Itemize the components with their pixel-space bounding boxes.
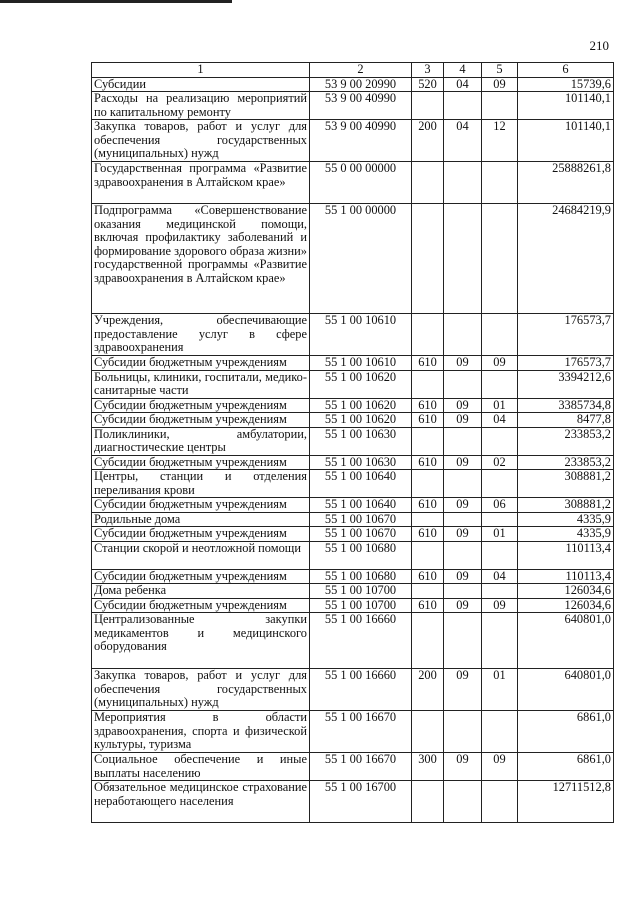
row-subsection: [482, 314, 518, 356]
row-name: Централизованные закупки медикаментов и медицинского оборудования: [92, 613, 310, 669]
row-name: Закупка товаров, работ и услуг для обеспечения государственных (муниципальных) нужд: [92, 669, 310, 711]
row-code: 55 1 00 10680: [310, 541, 412, 569]
row-expense-type: [412, 512, 444, 527]
row-subsection: 09: [482, 77, 518, 92]
row-section: 04: [444, 120, 482, 162]
row-section: [444, 584, 482, 599]
row-code: 55 1 00 10700: [310, 598, 412, 613]
column-header: 3: [412, 63, 444, 78]
row-subsection: 04: [482, 569, 518, 584]
row-subsection: [482, 427, 518, 455]
row-code: 55 1 00 16670: [310, 753, 412, 781]
row-amount: 110113,4: [518, 541, 614, 569]
row-amount: 176573,7: [518, 356, 614, 371]
table-row: [92, 470, 614, 498]
row-section: [444, 512, 482, 527]
row-name: Закупка товаров, работ и услуг для обеспечения государственных (муниципальных) нужд: [92, 120, 310, 162]
row-amount: 110113,4: [518, 569, 614, 584]
row-expense-type: 520: [412, 77, 444, 92]
budget-table: [91, 62, 614, 823]
row-expense-type: [412, 613, 444, 669]
row-expense-type: 610: [412, 413, 444, 428]
row-expense-type: [412, 470, 444, 498]
row-subsection: 01: [482, 398, 518, 413]
row-code: 55 0 00 00000: [310, 162, 412, 204]
row-code: 55 1 00 16670: [310, 711, 412, 753]
row-code: 55 1 00 10610: [310, 314, 412, 356]
row-subsection: 02: [482, 455, 518, 470]
row-code: 55 1 00 10700: [310, 584, 412, 599]
row-name: Расходы на реализацию мероприятий по капитальному ремонту: [92, 92, 310, 120]
table-row: [92, 204, 614, 314]
row-section: [444, 470, 482, 498]
row-expense-type: 610: [412, 356, 444, 371]
row-name: Субсидии бюджетным учреждениям: [92, 569, 310, 584]
row-name: Государственная программа «Развитие здравоохранения в Алтайском крае»: [92, 162, 310, 204]
row-section: [444, 92, 482, 120]
row-expense-type: 610: [412, 569, 444, 584]
row-section: [444, 314, 482, 356]
row-expense-type: 610: [412, 398, 444, 413]
row-expense-type: [412, 427, 444, 455]
row-name: Больницы, клиники, госпитали, медико-санитарные части: [92, 370, 310, 398]
row-name: Родильные дома: [92, 512, 310, 527]
row-amount: 101140,1: [518, 92, 614, 120]
row-expense-type: 610: [412, 498, 444, 513]
row-subsection: 01: [482, 527, 518, 542]
row-amount: 6861,0: [518, 711, 614, 753]
row-section: [444, 781, 482, 823]
row-expense-type: [412, 370, 444, 398]
row-name: Мероприятия в области здравоохранения, спорта и физической культуры, туризма: [92, 711, 310, 753]
table-row: [92, 711, 614, 753]
row-amount: 126034,6: [518, 584, 614, 599]
row-expense-type: [412, 711, 444, 753]
row-code: 55 1 00 10620: [310, 413, 412, 428]
row-subsection: 01: [482, 669, 518, 711]
row-subsection: [482, 470, 518, 498]
row-subsection: [482, 541, 518, 569]
row-code: 55 1 00 10620: [310, 370, 412, 398]
row-code: 55 1 00 16700: [310, 781, 412, 823]
row-expense-type: 200: [412, 120, 444, 162]
table-row: [92, 613, 614, 669]
row-expense-type: [412, 162, 444, 204]
row-subsection: [482, 512, 518, 527]
row-name: Субсидии: [92, 77, 310, 92]
row-section: 09: [444, 753, 482, 781]
row-expense-type: 610: [412, 455, 444, 470]
table-row: [92, 413, 614, 428]
row-amount: 3394212,6: [518, 370, 614, 398]
table-row: [92, 584, 614, 599]
row-amount: 4335,9: [518, 527, 614, 542]
row-section: [444, 541, 482, 569]
table-row: [92, 598, 614, 613]
row-subsection: [482, 204, 518, 314]
row-name: Субсидии бюджетным учреждениям: [92, 398, 310, 413]
table-row: [92, 753, 614, 781]
row-expense-type: [412, 541, 444, 569]
row-subsection: 09: [482, 753, 518, 781]
column-header: 1: [92, 63, 310, 78]
table-row: [92, 398, 614, 413]
row-amount: 15739,6: [518, 77, 614, 92]
row-subsection: 09: [482, 598, 518, 613]
row-code: 55 1 00 10640: [310, 470, 412, 498]
table-row: [92, 370, 614, 398]
row-section: 09: [444, 398, 482, 413]
row-amount: 25888261,8: [518, 162, 614, 204]
table-row: [92, 781, 614, 823]
row-amount: 126034,6: [518, 598, 614, 613]
table-row: [92, 527, 614, 542]
row-subsection: 04: [482, 413, 518, 428]
row-name: Субсидии бюджетным учреждениям: [92, 413, 310, 428]
row-code: 55 1 00 10620: [310, 398, 412, 413]
row-section: [444, 204, 482, 314]
row-subsection: [482, 781, 518, 823]
row-name: Дома ребенка: [92, 584, 310, 599]
row-section: 09: [444, 569, 482, 584]
row-section: [444, 427, 482, 455]
row-subsection: [482, 370, 518, 398]
row-expense-type: 200: [412, 669, 444, 711]
row-code: 55 1 00 10670: [310, 512, 412, 527]
row-name: Субсидии бюджетным учреждениям: [92, 356, 310, 371]
row-name: Субсидии бюджетным учреждениям: [92, 498, 310, 513]
row-code: 55 1 00 00000: [310, 204, 412, 314]
table-row: [92, 77, 614, 92]
row-section: [444, 370, 482, 398]
row-amount: 101140,1: [518, 120, 614, 162]
table-row: [92, 314, 614, 356]
row-section: 09: [444, 527, 482, 542]
row-amount: 233853,2: [518, 427, 614, 455]
row-code: 53 9 00 40990: [310, 92, 412, 120]
row-section: 09: [444, 356, 482, 371]
row-section: 09: [444, 455, 482, 470]
column-header: 2: [310, 63, 412, 78]
table-row: [92, 162, 614, 204]
row-name: Поликлиники, амбулатории, диагностические центры: [92, 427, 310, 455]
row-code: 55 1 00 10670: [310, 527, 412, 542]
table-header-row: [92, 63, 614, 78]
row-section: 09: [444, 498, 482, 513]
row-section: 09: [444, 413, 482, 428]
row-amount: 640801,0: [518, 613, 614, 669]
row-code: 55 1 00 16660: [310, 613, 412, 669]
row-expense-type: 300: [412, 753, 444, 781]
row-section: [444, 711, 482, 753]
table-row: [92, 669, 614, 711]
table-row: [92, 455, 614, 470]
row-name: Учреждения, обеспечивающие предоставление услуг в сфере здравоохранения: [92, 314, 310, 356]
row-code: 55 1 00 10630: [310, 427, 412, 455]
row-name: Субсидии бюджетным учреждениям: [92, 455, 310, 470]
row-subsection: [482, 711, 518, 753]
page-number: 210: [589, 38, 609, 53]
row-expense-type: [412, 314, 444, 356]
row-amount: 8477,8: [518, 413, 614, 428]
row-code: 53 9 00 40990: [310, 120, 412, 162]
row-section: 09: [444, 669, 482, 711]
table-row: [92, 356, 614, 371]
row-expense-type: 610: [412, 527, 444, 542]
row-amount: 176573,7: [518, 314, 614, 356]
row-amount: 6861,0: [518, 753, 614, 781]
row-code: 55 1 00 10610: [310, 356, 412, 371]
row-name: Обязательное медицинское страхование неработающего населения: [92, 781, 310, 823]
row-section: [444, 162, 482, 204]
table-row: [92, 541, 614, 569]
row-section: 09: [444, 598, 482, 613]
row-subsection: 09: [482, 356, 518, 371]
row-amount: 233853,2: [518, 455, 614, 470]
row-expense-type: [412, 92, 444, 120]
table-row: [92, 120, 614, 162]
table-row: [92, 498, 614, 513]
row-name: Субсидии бюджетным учреждениям: [92, 527, 310, 542]
row-subsection: [482, 584, 518, 599]
row-amount: 308881,2: [518, 470, 614, 498]
row-amount: 308881,2: [518, 498, 614, 513]
row-code: 53 9 00 20990: [310, 77, 412, 92]
row-name: Центры, станции и отделения переливания крови: [92, 470, 310, 498]
row-subsection: 12: [482, 120, 518, 162]
row-code: 55 1 00 16660: [310, 669, 412, 711]
row-amount: 12711512,8: [518, 781, 614, 823]
column-header: 6: [518, 63, 614, 78]
row-expense-type: [412, 781, 444, 823]
column-header: 4: [444, 63, 482, 78]
row-expense-type: [412, 584, 444, 599]
row-subsection: [482, 613, 518, 669]
row-subsection: [482, 162, 518, 204]
row-name: Социальное обеспечение и иные выплаты населению: [92, 753, 310, 781]
row-section: 04: [444, 77, 482, 92]
row-amount: 640801,0: [518, 669, 614, 711]
row-code: 55 1 00 10630: [310, 455, 412, 470]
table-row: [92, 569, 614, 584]
row-amount: 3385734,8: [518, 398, 614, 413]
row-code: 55 1 00 10680: [310, 569, 412, 584]
table-row: [92, 427, 614, 455]
row-section: [444, 613, 482, 669]
table-row: [92, 92, 614, 120]
row-name: Подпрограмма «Совершенствование оказания медицинской помощи, включая профилактику заболеваний и формирование здорового образа жизни» государственной программы «Развитие здравоохранения в Алтайском крае»: [92, 204, 310, 314]
table-row: [92, 512, 614, 527]
row-subsection: [482, 92, 518, 120]
row-name: Станции скорой и неотложной помощи: [92, 541, 310, 569]
column-header: 5: [482, 63, 518, 78]
row-subsection: 06: [482, 498, 518, 513]
top-rule: [0, 0, 232, 3]
row-expense-type: [412, 204, 444, 314]
row-amount: 4335,9: [518, 512, 614, 527]
row-amount: 24684219,9: [518, 204, 614, 314]
row-name: Субсидии бюджетным учреждениям: [92, 598, 310, 613]
row-expense-type: 610: [412, 598, 444, 613]
row-code: 55 1 00 10640: [310, 498, 412, 513]
